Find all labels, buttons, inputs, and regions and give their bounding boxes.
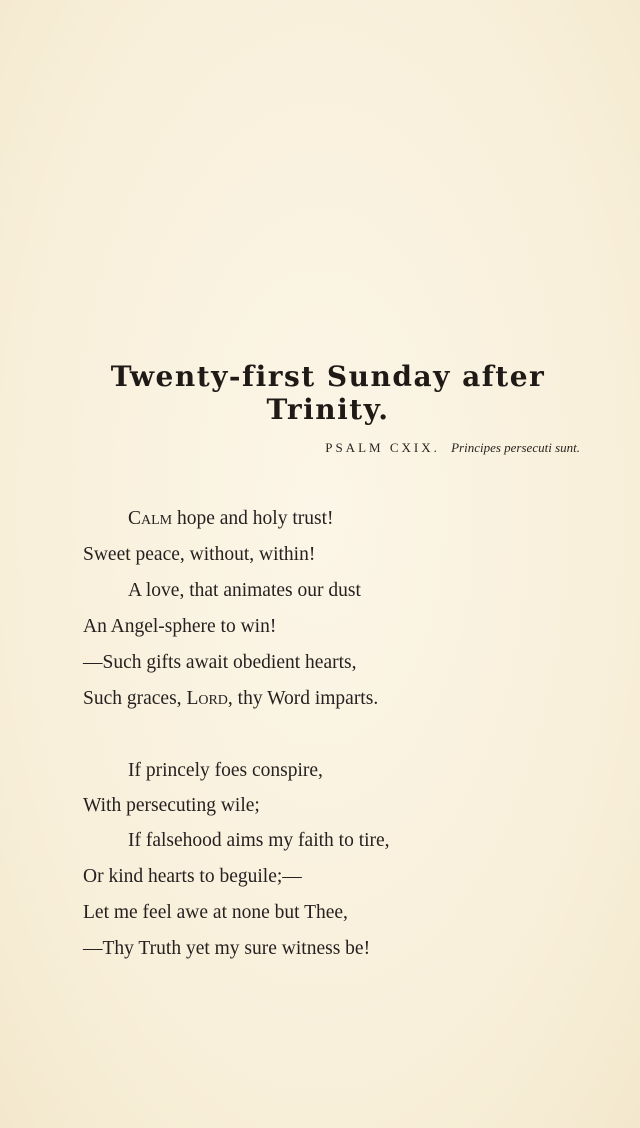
- verse-line: [128, 508, 334, 530]
- psalm-heading: [0, 440, 580, 456]
- verse-line: With persecuting wile;: [83, 795, 260, 816]
- verse-line: If falsehood aims my faith to tire,: [128, 830, 390, 851]
- verse-text: Such graces,: [83, 688, 187, 709]
- verse-line: If princely foes conspire,: [128, 760, 323, 781]
- page-title: Twenty-first Sunday after Trinity.: [110, 360, 546, 426]
- verse-text: , thy Word imparts.: [227, 688, 379, 709]
- verse-line: —Thy Truth yet my sure witness be!: [83, 938, 371, 959]
- verse-line: Or kind hearts to beguile;—: [83, 866, 302, 887]
- psalm-latin-incipit: Principes persecuti sunt.: [451, 440, 580, 455]
- verse-line: [83, 688, 378, 710]
- psalm-number: PSALM CXIX.: [325, 440, 440, 455]
- verse-lord: Lord: [186, 688, 228, 709]
- verse-line: An Angel-sphere to win!: [83, 616, 277, 637]
- verse-text: hope and holy trust!: [172, 508, 334, 529]
- verse-line: —Such gifts await obedient hearts,: [83, 652, 357, 673]
- verse-line: Let me feel awe at none but Thee,: [83, 902, 348, 923]
- verse-line: Sweet peace, without, within!: [83, 544, 316, 565]
- verse-initial-word: Calm: [128, 508, 173, 529]
- verse-line: A love, that animates our dust: [128, 580, 361, 601]
